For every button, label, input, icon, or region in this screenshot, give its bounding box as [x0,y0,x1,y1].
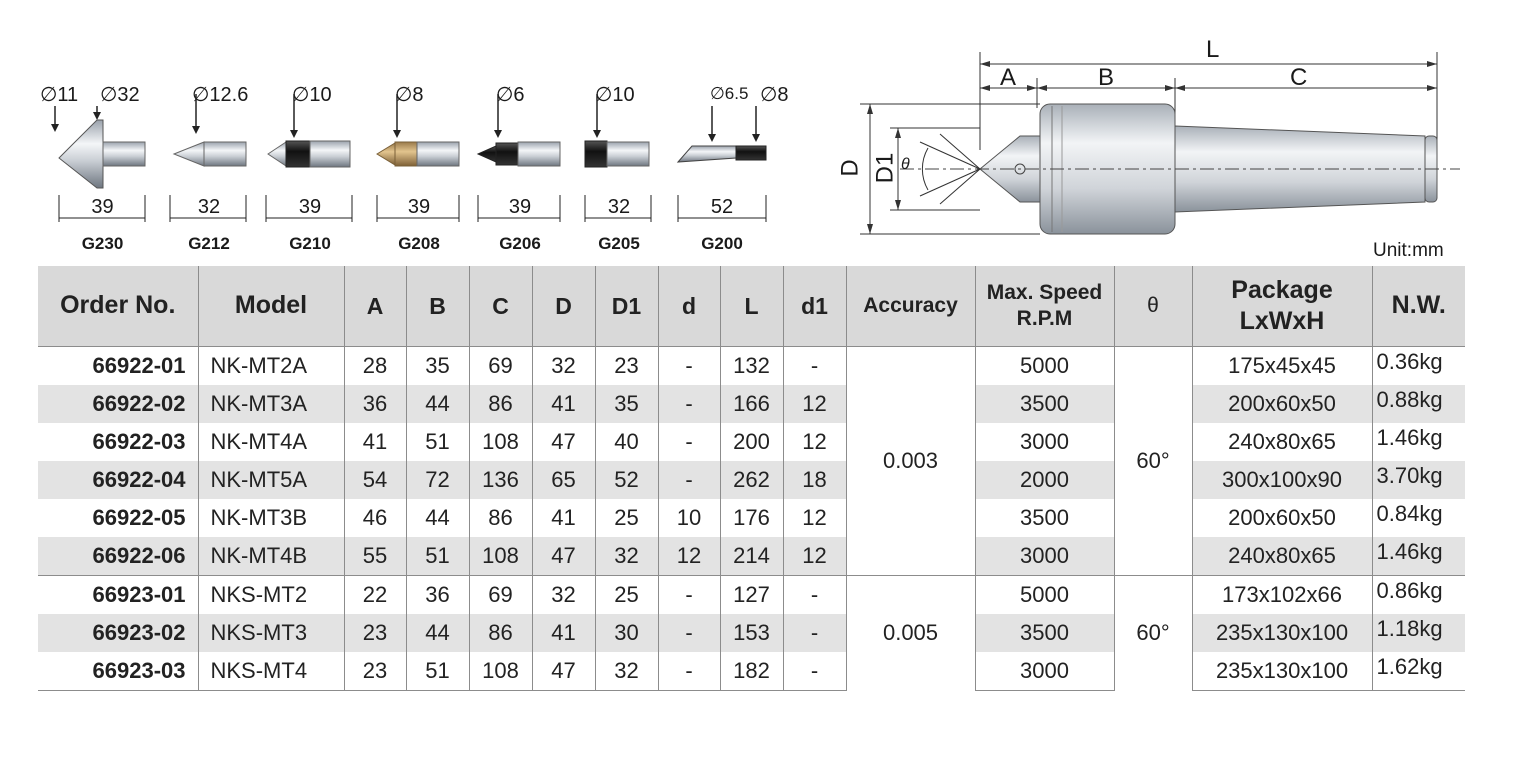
cell-a: 54 [344,461,406,499]
cell-l: 182 [720,652,783,691]
accessory-code: G200 [701,234,743,253]
cell-d-upper: 47 [532,652,595,691]
accessory-code: G212 [188,234,230,253]
cell-c: 69 [469,576,532,615]
cell-nw: 1.18kg [1372,614,1465,652]
cell-l: 132 [720,347,783,386]
table-row [38,614,1465,652]
cell-c: 69 [469,347,532,386]
cell-nw: 0.88kg [1372,385,1465,423]
dia-label: ∅12.6 [192,84,249,106]
header-theta: θ [1114,266,1192,347]
cell-order-no: 66923-03 [38,652,198,691]
length-label: 32 [607,196,631,218]
cell-order-no: 66922-01 [38,347,198,386]
cell-d1-lower: - [783,652,846,691]
cell-c: 86 [469,499,532,537]
cell-a: 36 [344,385,406,423]
cell-max-speed: 3000 [975,537,1114,576]
cell-package: 175x45x45 [1192,347,1372,386]
cell-d1-lower: 12 [783,423,846,461]
dia-label: ∅10 [292,84,332,106]
header-package-line2: LxWxH [1239,307,1325,335]
accessory-code: G210 [289,234,331,253]
cell-d-lower: 10 [658,499,720,537]
g212-drawing [168,0,250,262]
cell-max-speed: 3500 [975,499,1114,537]
cell-d-upper: 41 [532,614,595,652]
cell-d1-upper: 25 [595,576,658,615]
cell-b: 35 [406,347,469,386]
cell-d-upper: 47 [532,423,595,461]
cell-d-lower: - [658,576,720,615]
cell-nw: 1.46kg [1372,537,1465,576]
header-order-no: Order No. [38,266,198,347]
cell-d-upper: 65 [532,461,595,499]
cell-d1-lower: - [783,576,846,615]
cell-order-no: 66922-02 [38,385,198,423]
table-row [38,499,1465,537]
cell-max-speed: 3500 [975,385,1114,423]
cell-l: 214 [720,537,783,576]
cell-nw: 0.84kg [1372,499,1465,537]
cell-nw: 1.62kg [1372,652,1465,691]
header-model: Model [198,266,344,347]
unit-label: Unit:mm [1373,240,1444,261]
cell-b: 36 [406,576,469,615]
accessory-g206 [476,0,564,262]
cell-l: 262 [720,461,783,499]
cell-d-lower: - [658,423,720,461]
header-b: B [406,266,469,347]
dia-left-label: ∅6.5 [710,84,749,103]
length-label: 39 [508,196,532,218]
cell-max-speed: 3500 [975,614,1114,652]
accessory-code: G205 [598,234,640,253]
length-label: 32 [197,196,221,218]
cell-b: 51 [406,423,469,461]
cell-l: 127 [720,576,783,615]
cell-max-speed: 3000 [975,652,1114,691]
cell-l: 200 [720,423,783,461]
cell-c: 86 [469,385,532,423]
cell-d1-upper: 52 [595,461,658,499]
table-row [38,537,1465,576]
cell-package: 235x130x100 [1192,614,1372,652]
cell-b: 44 [406,385,469,423]
length-label: 39 [407,196,431,218]
cell-package: 240x80x65 [1192,537,1372,576]
cell-model: NK-MT2A [198,347,344,386]
header-max-speed-line2: R.P.M [1016,307,1073,330]
header-d-upper: D [532,266,595,347]
label-D1: D1 [871,152,899,184]
accessory-code: G208 [398,234,440,253]
cell-c: 108 [469,652,532,691]
cell-order-no: 66923-01 [38,576,198,615]
accessory-code: G206 [499,234,541,253]
cell-d1-lower: - [783,614,846,652]
table-row [38,385,1465,423]
cell-c: 108 [469,423,532,461]
cell-b: 72 [406,461,469,499]
accessory-g212 [168,0,250,262]
cell-a: 55 [344,537,406,576]
dia-label: ∅8 [395,84,424,106]
cell-d-upper: 41 [532,385,595,423]
accessory-g205 [583,0,655,262]
cell-a: 46 [344,499,406,537]
cell-a: 23 [344,652,406,691]
cell-d-upper: 47 [532,537,595,576]
cell-model: NK-MT4A [198,423,344,461]
length-label: 39 [298,196,322,218]
cell-max-speed: 5000 [975,347,1114,386]
cell-d-lower: - [658,461,720,499]
cell-accuracy: 0.003 [846,347,975,576]
header-d1-upper: D1 [595,266,658,347]
cell-model: NKS-MT4 [198,652,344,691]
dia-label: ∅10 [595,84,635,106]
cell-model: NKS-MT2 [198,576,344,615]
cell-d-lower: - [658,652,720,691]
header-a: A [344,266,406,347]
header-nw: N.W. [1372,266,1465,347]
dia-right-label: ∅32 [100,84,140,106]
g210-drawing [264,0,356,262]
header-l: L [720,266,783,347]
length-label: 39 [91,196,114,218]
cell-d-upper: 41 [532,499,595,537]
cell-max-speed: 3000 [975,423,1114,461]
cell-model: NK-MT3A [198,385,344,423]
cell-d1-upper: 32 [595,537,658,576]
live-center-dimension-drawing [836,30,1470,260]
cell-a: 41 [344,423,406,461]
cell-b: 51 [406,652,469,691]
cell-nw: 0.36kg [1372,347,1465,386]
cell-d1-upper: 32 [595,652,658,691]
cell-l: 176 [720,499,783,537]
cell-package: 300x100x90 [1192,461,1372,499]
label-C: C [1290,64,1308,91]
cell-d-lower: - [658,385,720,423]
g230-drawing [45,0,160,262]
cell-a: 22 [344,576,406,615]
cell-d1-upper: 25 [595,499,658,537]
cell-nw: 3.70kg [1372,461,1465,499]
cell-nw: 0.86kg [1372,576,1465,615]
cell-d1-upper: 30 [595,614,658,652]
cell-a: 28 [344,347,406,386]
header-accuracy: Accuracy [846,266,975,347]
cell-c: 108 [469,537,532,576]
dia-label: ∅6 [496,84,525,106]
cell-d1-lower: 12 [783,499,846,537]
header-max-speed [975,266,1114,347]
header-package [1192,266,1372,347]
cell-model: NK-MT4B [198,537,344,576]
header-d1-lower: d1 [783,266,846,347]
cell-order-no: 66922-04 [38,461,198,499]
cell-d1-lower: 18 [783,461,846,499]
cell-order-no: 66923-02 [38,614,198,652]
cell-d-upper: 32 [532,347,595,386]
table-header-row [38,266,1465,347]
header-max-speed-line1: Max. Speed [986,280,1103,304]
header-d-lower: d [658,266,720,347]
label-theta: θ [901,156,910,173]
accessory-code: G230 [81,234,124,253]
g200-drawing [674,0,770,262]
cell-d1-upper: 35 [595,385,658,423]
accessory-g208 [375,0,463,262]
cell-order-no: 66922-05 [38,499,198,537]
cell-package: 200x60x50 [1192,499,1372,537]
g205-drawing [583,0,655,262]
cell-theta: 60° [1114,347,1192,576]
cell-model: NK-MT3B [198,499,344,537]
table-row [38,347,1465,386]
cell-model: NKS-MT3 [198,614,344,652]
cell-d-lower: - [658,614,720,652]
cell-c: 86 [469,614,532,652]
cell-a: 23 [344,614,406,652]
cell-d1-lower: 12 [783,537,846,576]
spec-table-body [38,347,1465,691]
cell-max-speed: 5000 [975,576,1114,615]
label-L: L [1206,36,1220,63]
cell-d-lower: - [658,347,720,386]
cell-d-upper: 32 [532,576,595,615]
cell-d-lower: 12 [658,537,720,576]
cell-b: 44 [406,614,469,652]
cell-nw: 1.46kg [1372,423,1465,461]
dia-right-label: ∅8 [760,84,789,106]
g206-drawing [476,0,564,262]
live-center-diagram [840,30,1470,260]
cell-order-no: 66922-06 [38,537,198,576]
cell-c: 136 [469,461,532,499]
cell-package: 200x60x50 [1192,385,1372,423]
cell-package: 235x130x100 [1192,652,1372,691]
cell-order-no: 66922-03 [38,423,198,461]
cell-b: 51 [406,537,469,576]
cell-accuracy: 0.005 [846,576,975,691]
cell-b: 44 [406,499,469,537]
cell-d1-lower: - [783,347,846,386]
label-D: D [836,159,864,177]
cell-d1-upper: 23 [595,347,658,386]
cell-package: 240x80x65 [1192,423,1372,461]
label-B: B [1098,64,1115,91]
spec-table [38,266,1465,691]
header-package-line1: Package [1231,275,1333,304]
accessory-g210 [264,0,356,262]
table-row [38,576,1465,615]
cell-model: NK-MT5A [198,461,344,499]
accessory-g200 [674,0,789,262]
accessory-g230 [40,0,160,262]
length-label: 52 [710,196,734,218]
cell-d1-lower: 12 [783,385,846,423]
g208-drawing [375,0,463,262]
table-row [38,423,1465,461]
cell-package: 173x102x66 [1192,576,1372,615]
header-c: C [469,266,532,347]
cell-max-speed: 2000 [975,461,1114,499]
cell-l: 153 [720,614,783,652]
cell-theta: 60° [1114,576,1192,691]
cell-d1-upper: 40 [595,423,658,461]
dia-left-label: ∅11 [40,84,79,106]
cell-l: 166 [720,385,783,423]
label-A: A [1000,64,1017,91]
table-row [38,461,1465,499]
table-row [38,652,1465,691]
